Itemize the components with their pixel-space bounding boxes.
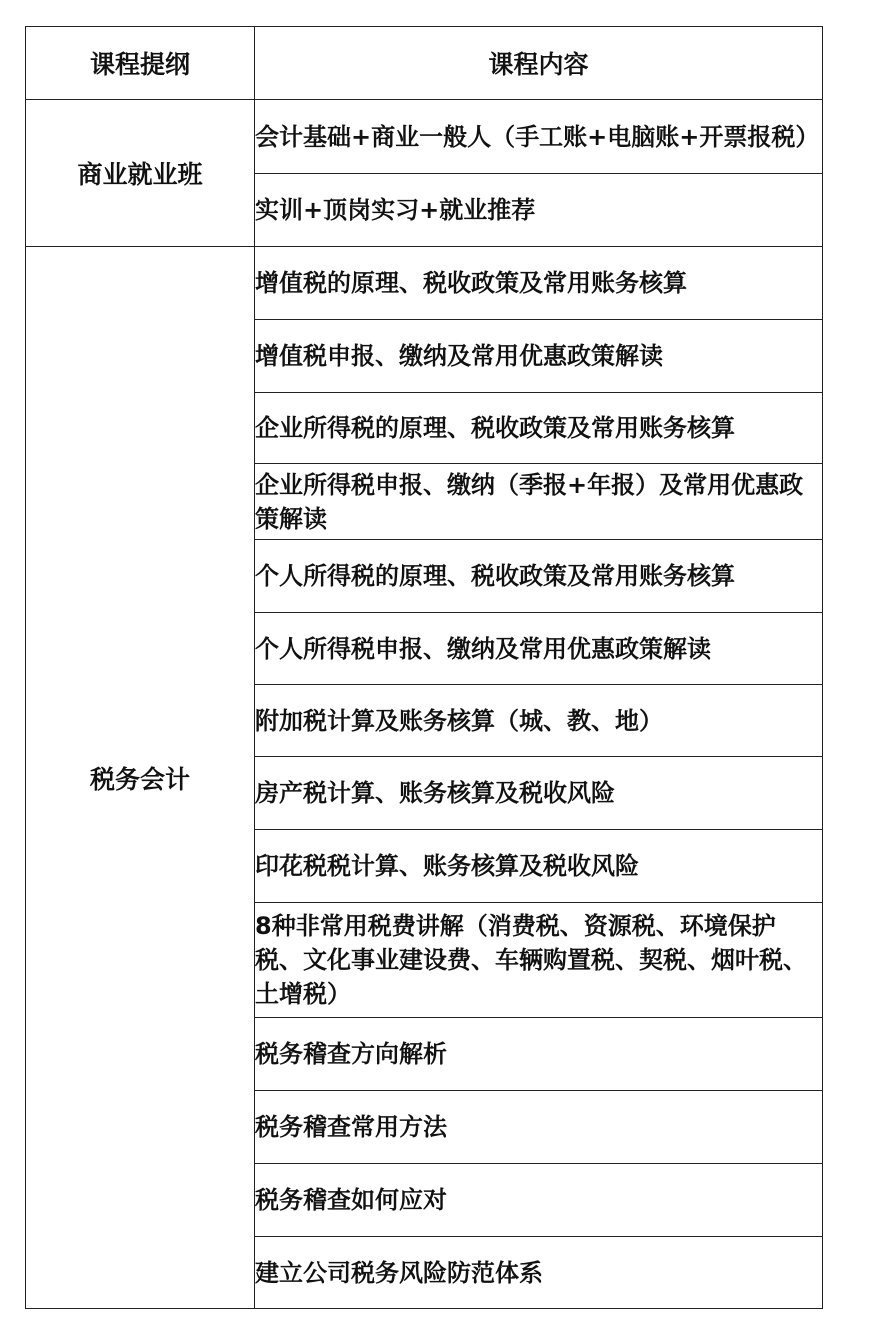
course-item: 个人所得税申报、缴纳及常用优惠政策解读 xyxy=(255,613,823,685)
course-item: 建立公司税务风险防范体系 xyxy=(255,1237,823,1309)
course-item: 企业所得税申报、缴纳（季报+年报）及常用优惠政策解读 xyxy=(255,464,823,540)
category-tax-accounting: 税务会计 xyxy=(26,247,255,1309)
course-item: 8种非常用税费讲解（消费税、资源税、环境保护税、文化事业建设费、车辆购置税、契税、烟叶税、土增税） xyxy=(255,903,823,1018)
course-item: 企业所得税的原理、税收政策及常用账务核算 xyxy=(255,393,823,464)
course-item: 附加税计算及账务核算（城、教、地） xyxy=(255,685,823,757)
course-item: 增值税的原理、税收政策及常用账务核算 xyxy=(255,247,823,320)
table-row xyxy=(26,247,823,320)
header-content: 课程内容 xyxy=(255,27,823,100)
course-item: 税务稽查常用方法 xyxy=(255,1091,823,1164)
course-item: 税务稽查方向解析 xyxy=(255,1018,823,1091)
course-item: 实训+顶岗实习+就业推荐 xyxy=(255,174,823,247)
course-item: 税务稽查如何应对 xyxy=(255,1164,823,1237)
category-business-employment: 商业就业班 xyxy=(26,100,255,247)
course-outline-table xyxy=(25,26,823,1309)
course-item: 会计基础+商业一般人（手工账+电脑账+开票报税） xyxy=(255,100,823,174)
header-row xyxy=(26,27,823,100)
table-row xyxy=(26,100,823,174)
course-item: 印花税税计算、账务核算及税收风险 xyxy=(255,830,823,903)
course-item: 个人所得税的原理、税收政策及常用账务核算 xyxy=(255,540,823,613)
course-item: 增值税申报、缴纳及常用优惠政策解读 xyxy=(255,320,823,393)
header-outline: 课程提纲 xyxy=(26,27,255,100)
course-item: 房产税计算、账务核算及税收风险 xyxy=(255,757,823,830)
